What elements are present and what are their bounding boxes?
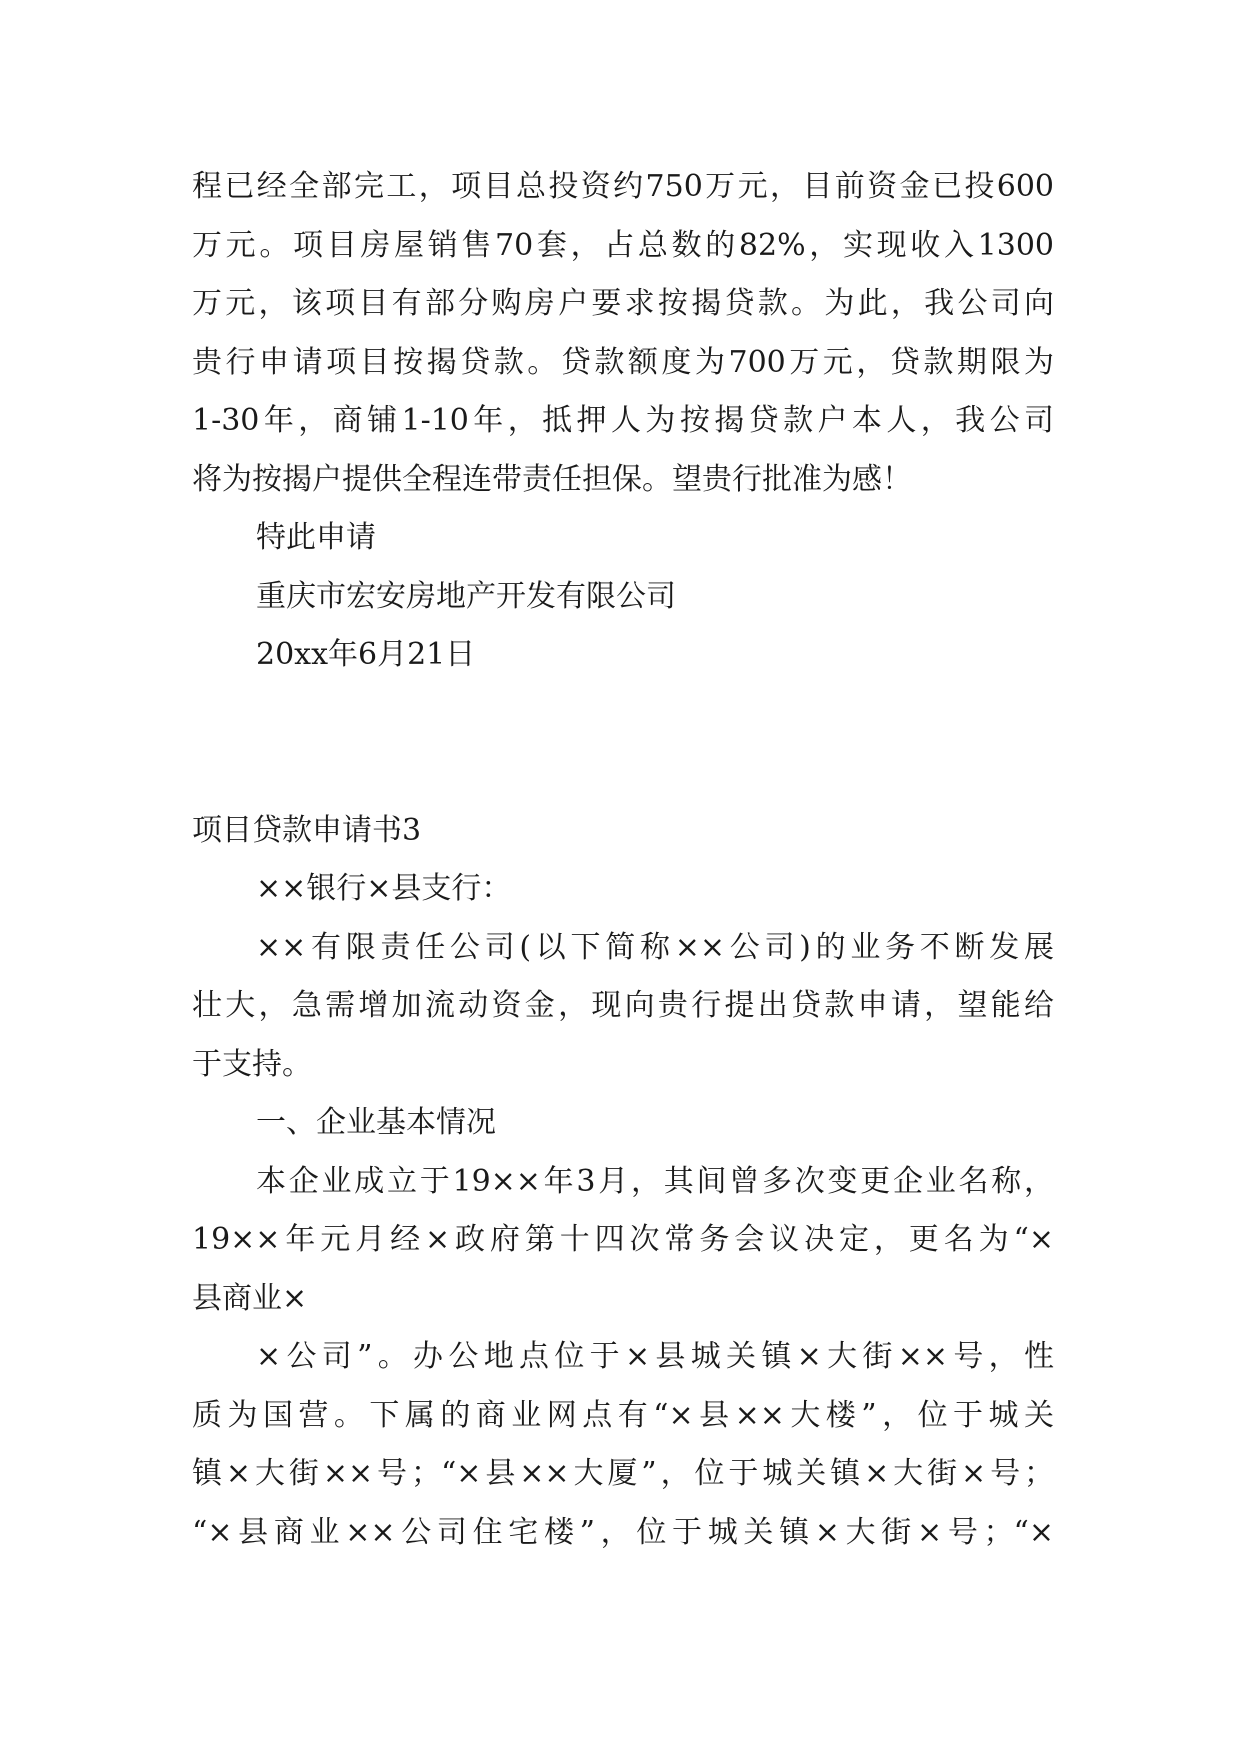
company-signature: 重庆市宏安房地产开发有限公司 [256, 578, 676, 614]
text-line: 质为国营。下属的商业网点有“×县××大楼”，位于城关 [192, 1397, 1054, 1433]
paragraph-project-summary [192, 158, 1054, 509]
text-line: ××有限责任公司(以下简称××公司)的业务不断发展 [256, 929, 1054, 965]
closing-phrase: 特此申请 [256, 520, 376, 555]
paragraph-enterprise-history [192, 1153, 1054, 1329]
text-line: “×县商业××公司住宅楼”，位于城关镇×大街×号；“× [192, 1514, 1054, 1550]
document-page [192, 158, 1054, 1562]
paragraph-intro [192, 919, 1054, 1095]
letter-date: 20xx年6月21日 [256, 637, 476, 672]
paragraph-enterprise-location [192, 1328, 1054, 1562]
text-line: 程已经全部完工，项目总投资约750万元，目前资金已投600 [192, 169, 1054, 204]
text-line: 万元。项目房屋销售70套，占总数的82%，实现收入1300 [192, 227, 1054, 263]
salutation: ××银行×县支行： [256, 871, 512, 906]
text-line: ×公司”。办公地点位于×县城关镇×大街××号，性 [256, 1339, 1054, 1374]
subheading: 一、企业基本情况 [256, 1105, 496, 1140]
text-line: 贵行申请项目按揭贷款。贷款额度为700万元，贷款期限为 [192, 344, 1054, 380]
text-line: 县商业× [192, 1280, 308, 1316]
section-title: 项目贷款申请书3 [192, 812, 422, 848]
text-line: 本企业成立于19××年3月，其间曾多次变更企业名称， [256, 1163, 1054, 1199]
section-gap [192, 685, 1054, 802]
text-line: 19××年元月经×政府第十四次常务会议决定，更名为“× [192, 1222, 1054, 1257]
text-line: 万元，该项目有部分购房户要求按揭贷款。为此，我公司向 [192, 286, 1054, 321]
text-line: 镇×大街××号；“×县××大厦”，位于城关镇×大街×号； [192, 1456, 1054, 1491]
text-line: 将为按揭户提供全程连带责任担保。望贵行批准为感！ [192, 461, 912, 497]
text-line: 壮大，急需增加流动资金，现向贵行提出贷款申请，望能给 [192, 988, 1054, 1023]
text-line: 于支持。 [192, 1046, 312, 1082]
text-line: 1-30年，商铺1-10年，抵押人为按揭贷款户本人，我公司 [192, 403, 1054, 438]
